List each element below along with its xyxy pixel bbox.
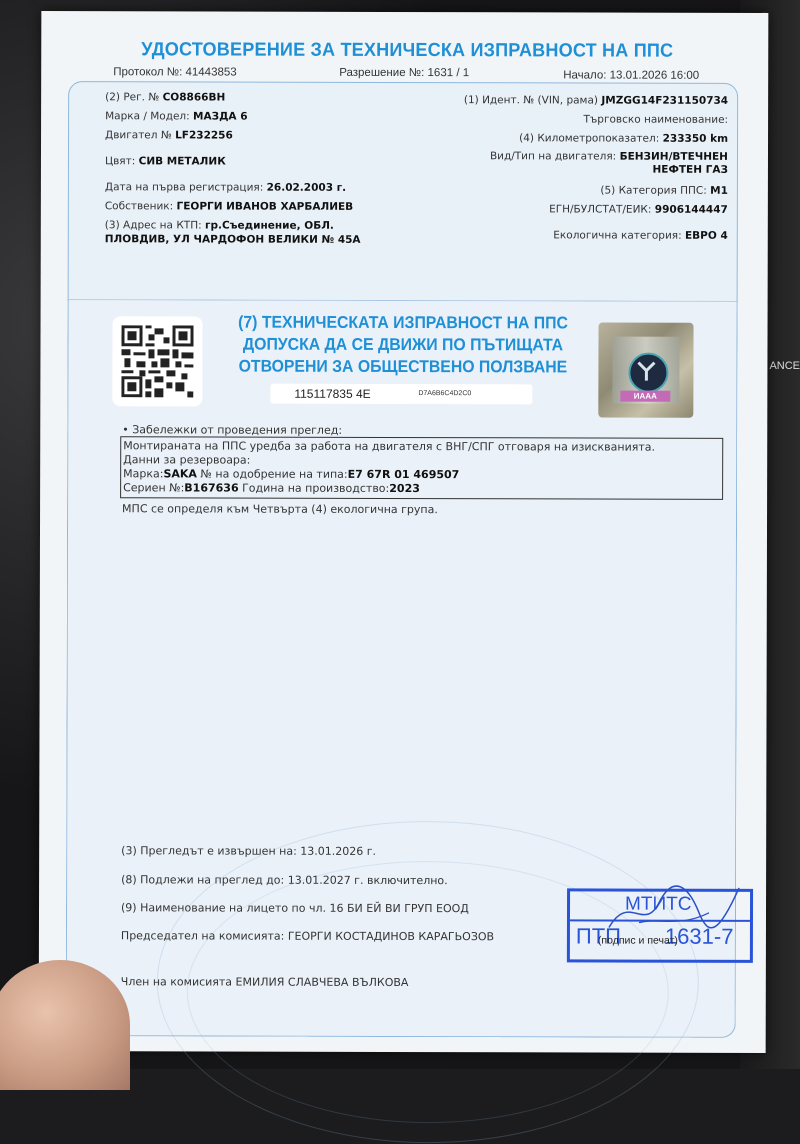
next-inspection-date: (8) Подлежи на преглед до: 13.01.2027 г. включително.: [121, 873, 448, 888]
make-value: МАЗДА 6: [193, 110, 248, 123]
reg-number-field: [105, 91, 225, 103]
agency-emblem-icon: [628, 353, 668, 393]
stamp-left-text: ПТП: [575, 923, 622, 949]
eco-category-value: ЕВРО 4: [684, 229, 728, 242]
color-field: [105, 155, 226, 167]
stamp-right-text: 1631-7: [664, 923, 734, 949]
category-field: [600, 185, 728, 197]
commission-chairman: Председател на комисията: ГЕОРГИ КОСТАДИНОВ КАРАГЬОЗОВ: [120, 929, 495, 944]
protocol-label: Протокол №:: [113, 66, 183, 79]
eco-category-field: [553, 229, 727, 241]
verdict-line3: ОТВОРЕНИ ЗА ОБЩЕСТВЕНО ПОЛЗВАНЕ: [238, 356, 568, 377]
address-value-line2: ПЛОВДИВ, УЛ ЧАРДОФОН ВЕЛИКИ № 45А: [104, 233, 361, 246]
reg-label: (2) Рег. №: [105, 91, 160, 104]
first-reg-label: Дата на първа регистрация:: [104, 181, 264, 194]
remarks-line2: Данни за резервоара:: [123, 453, 251, 467]
start-value: 13.01.2026 16:00: [609, 69, 700, 82]
verdict-line2: ДОПУСКА ДА СЕ ДВИЖИ ПО ПЪТИЩАТА: [242, 334, 564, 355]
tank-brand-label: Марка:: [123, 467, 164, 481]
dashboard-label: ANCE: [769, 360, 800, 372]
sticker-serial: 115117835 4E: [294, 386, 371, 401]
protocol-number: [113, 66, 236, 78]
stamp-top-text: МТИТС: [624, 893, 692, 915]
engine-type-field-line2: [652, 164, 727, 176]
color-label: Цвят:: [104, 155, 136, 168]
remarks-title: • Забележки от проведения преглед:: [122, 423, 343, 437]
eco-category-label: Екологична категория:: [553, 229, 682, 242]
engine-type-value-line2: НЕФТЕН ГАЗ: [652, 163, 728, 176]
odometer-label: (4) Километропоказател:: [519, 132, 660, 145]
tank-year-value: 2023: [389, 481, 420, 496]
approval-label: № на одобрение на типа:: [196, 467, 348, 481]
certificate-title: УДОСТОВЕРЕНИЕ ЗА ТЕХНИЧЕСКА ИЗПРАВНОСТ НА ППС: [141, 39, 674, 62]
remarks-tank-brand: [123, 467, 459, 481]
sticker-serial-box: [270, 384, 532, 405]
start-label: Начало:: [563, 69, 607, 82]
start-time: [563, 69, 699, 81]
roadworthy-verdict: [229, 312, 578, 379]
remarks-box: [120, 436, 723, 500]
owner-value: ГЕОРГИ ИВАНОВ ХАРБАЛИЕВ: [176, 200, 354, 213]
tank-serial-label: Сериен №:: [123, 481, 185, 495]
permit-label: Разрешение №:: [339, 66, 425, 80]
first-registration-field: [105, 181, 346, 194]
inspection-entity: (9) Наименование на лицето по чл. 16 БИ ЕЙ ВИ ГРУП ЕООД: [120, 901, 469, 916]
reg-value: СО8866ВН: [162, 91, 226, 104]
verdict-line1: (7) ТЕХНИЧЕСКАТА ИЗПРАВНОСТ НА ППС: [238, 312, 569, 333]
engine-number-field: [105, 129, 233, 141]
tank-brand-value: SAKA: [163, 467, 197, 481]
egn-value: 9906144447: [654, 203, 728, 216]
vin-field: [464, 94, 728, 107]
owner-field: [105, 200, 353, 213]
sticker-code: D7A6B6C4D2C0: [418, 390, 472, 398]
inspection-certificate: [39, 11, 769, 1053]
remarks-tank-serial: [123, 481, 420, 495]
engine-type-field: [490, 150, 728, 163]
tank-year-label: Година на производство:: [238, 481, 390, 495]
holding-thumb: [0, 960, 130, 1090]
odometer-field: [519, 132, 728, 145]
egn-label: ЕГН/БУЛСТАТ/ЕИК:: [549, 203, 652, 216]
engine-type-value-line1: БЕНЗИН/ВТЕЧНЕН: [619, 150, 728, 163]
address-field: [105, 219, 334, 232]
eco-group-statement: МПС се определя към Четвърта (4) екологична група.: [122, 502, 438, 517]
make-label: Марка / Модел:: [105, 110, 190, 123]
address-value-line1: гр.Съединение, ОБЛ.: [204, 219, 334, 232]
permit-value: 1631 / 1: [427, 67, 470, 80]
category-value: M1: [710, 184, 728, 197]
vin-label: (1) Идент. № (VIN, рама): [463, 94, 599, 107]
signature-caption: (подпис и печат): [597, 934, 678, 947]
engine-type-label: Вид/Тип на двигателя:: [489, 150, 617, 163]
tank-serial-value: B167636: [184, 481, 239, 495]
first-reg-value: 26.02.2003 г.: [266, 181, 347, 194]
owner-label: Собственик:: [104, 200, 174, 213]
inspection-date: (3) Прегледът е извършен на: 13.01.2026 г.: [121, 844, 377, 858]
address-label: (3) Адрес на КТП:: [104, 219, 202, 232]
egn-field: [549, 203, 728, 215]
address-field-line2: [105, 233, 361, 246]
category-label: (5) Категория ППС:: [600, 184, 707, 197]
qr-code-icon: [121, 325, 193, 397]
trade-name-label: Търговско наименование:: [583, 113, 729, 126]
color-value: СИВ МЕТАЛИК: [138, 155, 226, 168]
engine-label: Двигател №: [105, 129, 172, 142]
hologram-agency-label: ИААА: [620, 391, 670, 402]
hologram-sticker: [598, 323, 693, 418]
permit-number: [339, 67, 469, 79]
commission-member: Член на комисията ЕМИЛИЯ СЛАВЧЕВА ВЪЛКОВА: [120, 975, 409, 990]
vin-value: JMZGG14F231150734: [601, 94, 729, 107]
signature-icon: [599, 883, 749, 943]
approval-value: E7 67R 01 469507: [347, 467, 460, 482]
protocol-value: 41443853: [185, 66, 237, 79]
qr-code: [112, 316, 202, 406]
odometer-value: 233350 km: [662, 132, 729, 145]
trade-name-field: [583, 113, 728, 125]
make-model-field: [105, 110, 247, 122]
remarks-line1: Монтираната на ППС уредба за работа на двигателя с ВНГ/СПГ отговаря на изискванията.: [123, 439, 656, 454]
engine-value: LF232256: [175, 129, 233, 142]
